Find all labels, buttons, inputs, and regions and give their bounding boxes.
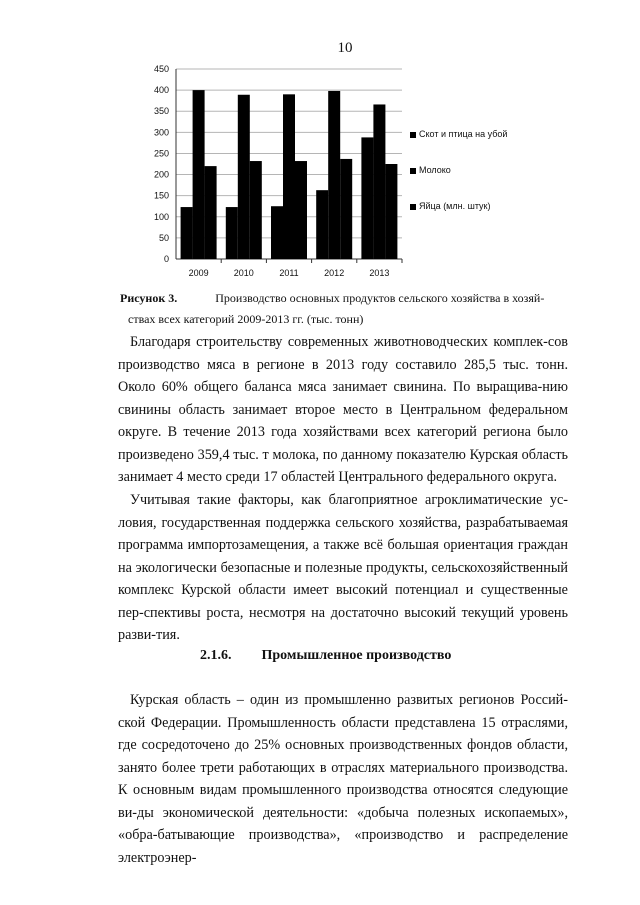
bar-milk	[238, 95, 250, 259]
x-tick-label: 2010	[233, 268, 254, 278]
x-tick-label: 2013	[369, 268, 390, 278]
legend-item-livestock: Скот и птица на убой	[410, 129, 507, 139]
y-tick-label: 100	[153, 211, 169, 222]
bar-milk	[328, 91, 340, 259]
legend-item-eggs: Яйца (млн. штук)	[410, 201, 490, 211]
bar-eggs	[340, 159, 352, 259]
bar-livestock	[181, 207, 193, 259]
bar-livestock	[271, 206, 283, 259]
y-tick-label: 50	[158, 232, 169, 243]
caption-line-1: Производство основных продуктов сельского хозяйства в хозяй-	[215, 291, 545, 305]
figure-caption	[120, 288, 580, 330]
section-title: Промышленное производство	[261, 648, 452, 663]
x-tick-label: 2011	[279, 268, 299, 278]
bar-chart	[140, 62, 410, 287]
caption-line-2: ствах всех категорий 2009-2013 гг. (тыс. тонн)	[128, 312, 364, 326]
caption-label: Рисунок 3.	[120, 291, 178, 305]
bar-eggs	[250, 161, 262, 259]
y-tick-label: 300	[153, 127, 169, 138]
section-heading	[200, 648, 451, 664]
bar-livestock	[361, 137, 373, 259]
bar-milk	[283, 94, 295, 259]
y-tick-label: 450	[153, 64, 169, 74]
bar-milk	[373, 104, 385, 259]
x-tick-label: 2009	[188, 268, 209, 278]
bar-eggs	[385, 164, 397, 259]
y-tick-label: 200	[153, 169, 169, 180]
legend-item-milk: Молоко	[410, 165, 451, 175]
legend-swatch	[410, 204, 416, 210]
bar-livestock	[226, 207, 238, 259]
paragraph-industry: Курская область – один из промышленно развитых регионов Россий-ской Федерации. Промышленность области представлена 15 отраслями, где сосредоточено до 25% основных производственных фондов области, занято более трети работающих в отраслях материального производства. К основным видам промышленного производства относятся следующие ви-ды экономической деятельности: «добыча полезных ископаемых», «обра-батывающие производства», «производство и распределение электроэнер-	[118, 692, 568, 866]
y-tick-label: 350	[153, 106, 169, 117]
x-tick-label: 2012	[324, 268, 345, 278]
y-tick-label: 0	[163, 254, 169, 264]
paragraph-meat-milk: Благодаря строительству современных животноводческих комплек-сов производство мяса в регионе в 2013 году составило 285,5 тыс. тонн. Около 60% общего баланса мяса занимает свинина. По выращива-нию свинины область занимает второе место в Центральном федеральном округе. В течение 2013 года хозяйствами всех категорий региона было произведено 359,4 тыс. т молока, по данному показателю Курская область занимает 4 место среди 17 областей Центрального федерального округа.	[118, 334, 568, 485]
section-number: 2.1.6.	[200, 648, 232, 663]
bar-eggs	[205, 166, 217, 259]
legend-swatch	[410, 168, 416, 174]
y-tick-label: 400	[153, 85, 169, 96]
bar-milk	[193, 90, 205, 259]
y-tick-label: 250	[153, 148, 169, 159]
page-number: 10	[337, 40, 353, 56]
paragraph-potential: Учитывая такие факторы, как благоприятное агроклиматические ус-ловия, государственная поддержка сельского хозяйства, разрабатываемая программа импортозамещения, а также всё большая ориентация граждан на экологически безопасные и полезные продукты, сельскохозяйственный комплекс Курской области имеет высокий потенциал и существенные пер-спективы роста, несмотря на достаточно высокий текущий уровень разви-тия.	[118, 492, 568, 643]
bar-livestock	[316, 190, 328, 259]
legend-swatch	[410, 132, 416, 138]
y-tick-label: 150	[153, 190, 169, 201]
bar-eggs	[295, 161, 307, 259]
